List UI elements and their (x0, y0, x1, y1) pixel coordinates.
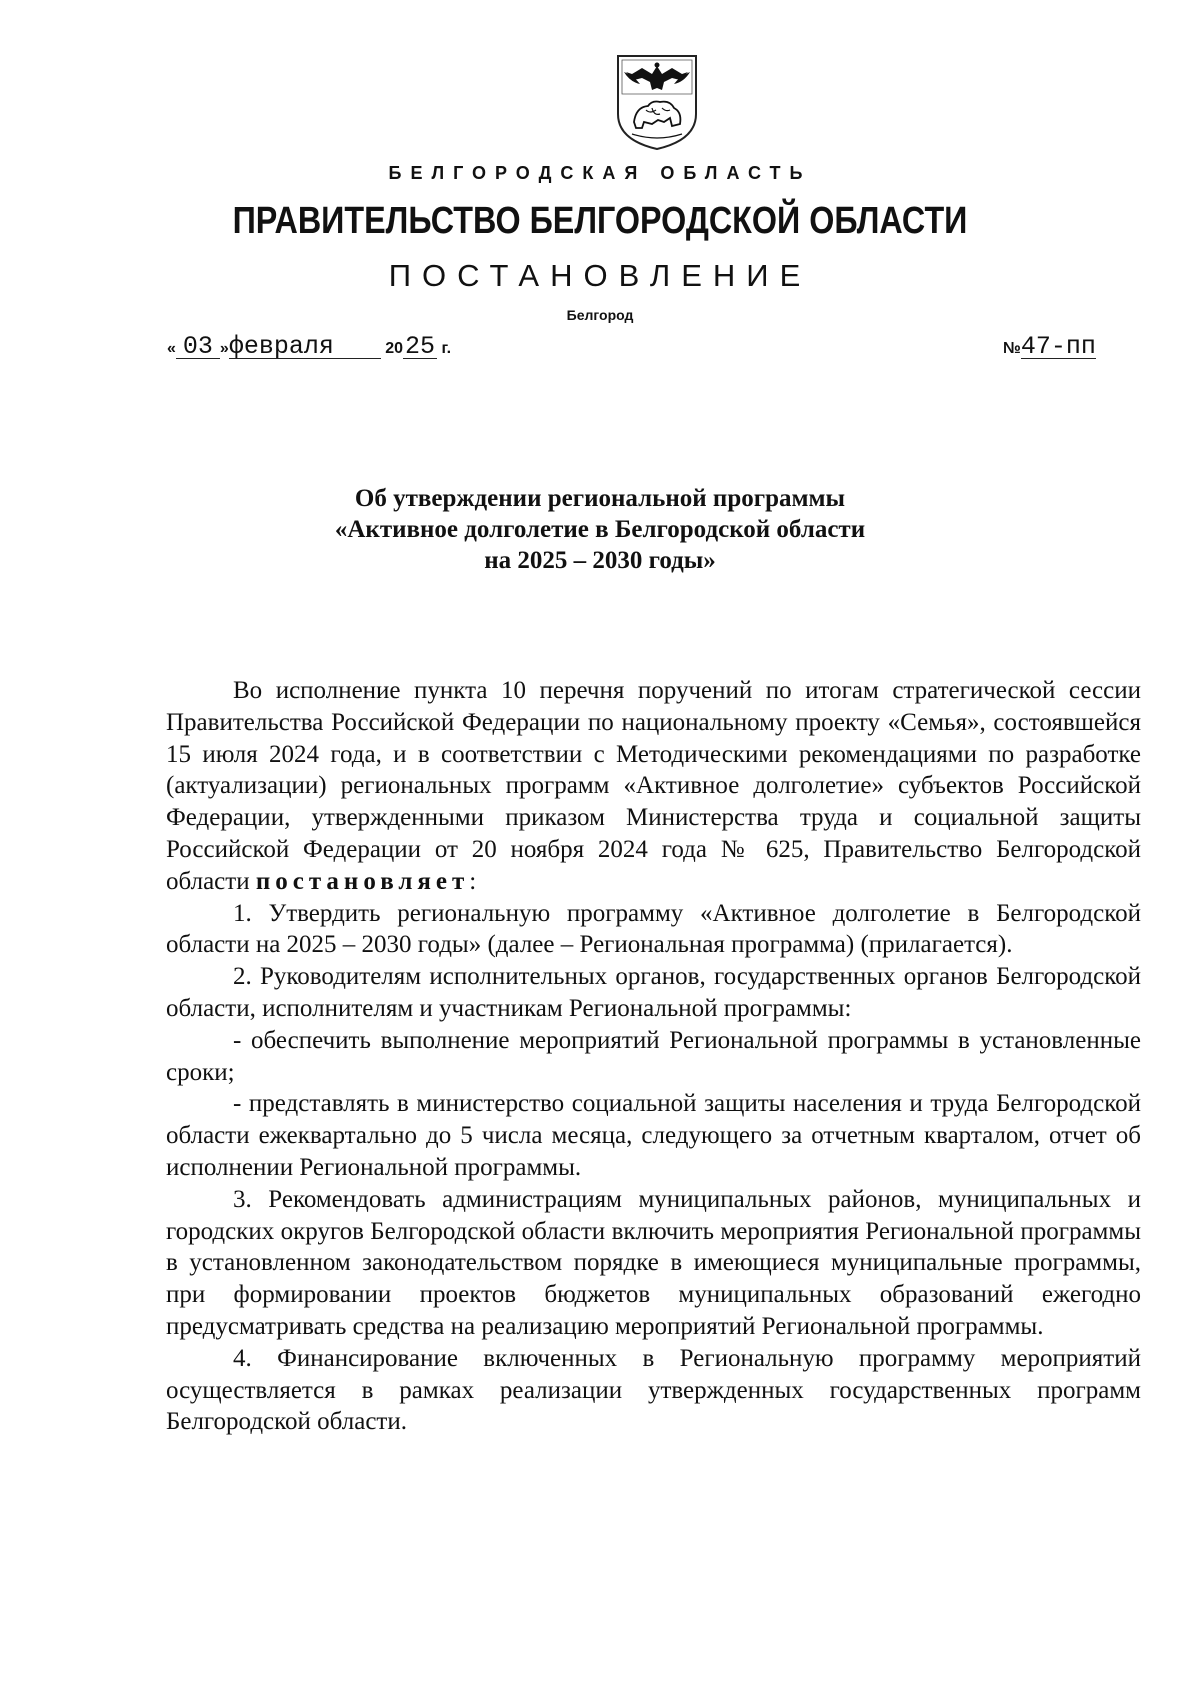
decree-colon: : (469, 867, 477, 895)
document-type: ПОСТАНОВЛЕНИЕ (388, 258, 812, 293)
item-3-paragraph: 3. Рекомендовать администрациям муниципальных районов, муниципальных и городских округов Белгородской области включить мероприятия Региональной программы в установленном законодательством порядке в имеющиеся муниципальные программы, при формировании проектов бюджетов муниципальных образований ежегодно предусматривать средства на реализацию мероприятий Региональной программы. (166, 1185, 1141, 1340)
preamble-paragraph (166, 675, 1141, 898)
date-quote-open: « (167, 340, 176, 357)
item-2-paragraph: 2. Руководителям исполнительных органов, государственных органов Белгородской области, исполнителям и участникам Региональной программы: (166, 963, 1141, 1022)
item-2a-paragraph: - обеспечить выполнение мероприятий Региональной программы в установленные сроки; (166, 1026, 1141, 1086)
date-year-suffix: 25 (405, 332, 436, 361)
date-year-prefix: 20 (385, 340, 404, 357)
document-date (167, 332, 452, 361)
number-sign: № (1003, 340, 1021, 357)
date-day: 03 (176, 336, 220, 359)
date-year-mark: г. (441, 340, 452, 357)
item-2b-paragraph: - представлять в министерство социальной защиты населения и труда Белгородской области ежеквартально до 5 числа месяца, следующего за отчетным кварталом, отчет об исполнении Региональной программы. (166, 1090, 1141, 1181)
title-line-1: Об утверждении региональной программы (354, 485, 846, 512)
title-line-2: «Активное долголетие в Белгородской области (334, 516, 866, 543)
city-name: Белгород (566, 307, 634, 323)
document-title (0, 483, 1200, 576)
decree-word: постановляет (255, 867, 470, 895)
region-name: БЕЛГОРОДСКАЯ ОБЛАСТЬ (388, 163, 812, 183)
government-name: ПРАВИТЕЛЬСТВО БЕЛГОРОДСКОЙ ОБЛАСТИ (232, 200, 968, 242)
date-quote-close: » (219, 340, 229, 357)
document-number (1003, 332, 1096, 361)
item-1-paragraph: 1. Утвердить региональную программу «Активное долголетие в Белгородской области на 2025 – 2030 годы» (далее – Региональная программа) (прилагается). (166, 899, 1141, 959)
title-line-3: на 2025 – 2030 годы» (484, 547, 716, 574)
date-month: февраля (229, 336, 381, 359)
document-body (166, 675, 1141, 1438)
coat-of-arms-icon (612, 52, 702, 152)
number-value: 47-пп (1020, 332, 1096, 361)
preamble-text: Во исполнение пункта 10 перечня поручений по итогам стратегической сессии Правительства Российской Федерации по национальному проекту «Семья», состоявшейся 15 июля 2024 года, и в соответствии с Методическими рекомендациями по разработке (актуализации) региональных программ «Активное долголетие» субъектов Российской Федерации, утвержденными приказом Министерства труда и социальной защиты Российской Федерации от 20 ноября 2024 года № 625, Правительство Белгородской области (166, 677, 1141, 895)
item-4-paragraph: 4. Финансирование включенных в Региональную программу мероприятий осуществляется в рамках реализации утвержденных государственных программ Белгородской области. (166, 1344, 1141, 1436)
